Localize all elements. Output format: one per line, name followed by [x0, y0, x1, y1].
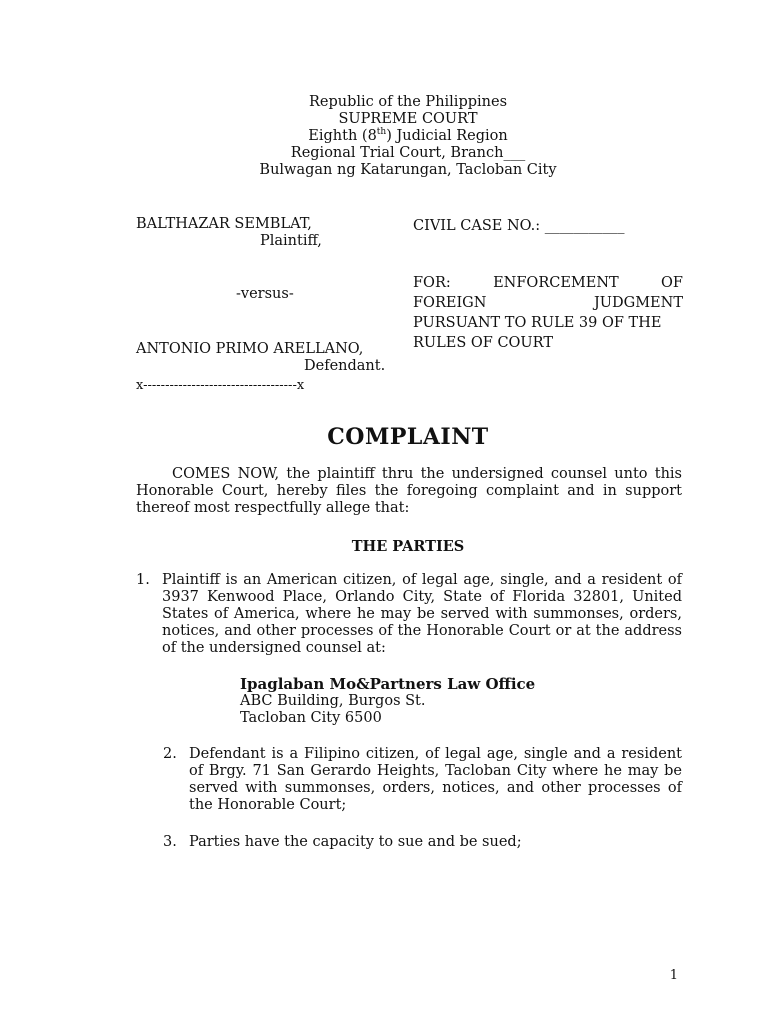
- list-item-text: Plaintiff is an American citizen, of legal age, single, and a resident of 3937 Kenwood Place, Orlando City, State of Florida 32801, United States of America, where he may be served with summonses, orders, notices, and other processes of the Honorable Court or at the address of the undersigned counsel at:: [162, 572, 682, 656]
- list-item: [136, 572, 682, 657]
- section-heading-parties: THE PARTIES: [351, 538, 465, 555]
- page-number: 1: [669, 968, 678, 983]
- list-item-text: Defendant is a Filipino citizen, of legal age, single and a resident of Brgy. 71 San Gerardo Heights, Tacloban City where he may be served with summonses, orders, notices, and other processes of the Honorable Court;: [189, 746, 682, 813]
- case-nature-line-1: FOR: ENFORCEMENT OF: [413, 275, 683, 291]
- intro-paragraph: COMES NOW, the plaintiff thru the undersigned counsel unto this Honorable Court, hereby files the foregoing complaint and in support thereof most respectfully allege that:: [136, 466, 682, 516]
- address-line-2: Tacloban City 6500: [240, 710, 382, 726]
- counsel-address: [240, 676, 535, 727]
- plaintiff-name: BALTHAZAR SEMBLAT,: [136, 216, 312, 232]
- case-caption-details: [413, 216, 683, 353]
- case-caption-parties: [136, 216, 396, 394]
- civil-case-number: CIVIL CASE NO.: ___________: [413, 218, 625, 234]
- case-nature: [413, 273, 683, 353]
- versus-label: -versus-: [236, 286, 294, 302]
- document-title: COMPLAINT: [327, 424, 489, 450]
- case-nature-line-3: PURSUANT TO RULE 39 OF THE: [413, 315, 662, 331]
- list-item-number: 3.: [163, 834, 177, 850]
- header-location: Bulwagan ng Katarungan, Tacloban City: [259, 162, 557, 178]
- list-item-text: Parties have the capacity to sue and be sued;: [189, 834, 522, 850]
- list-item-number: 1.: [136, 572, 150, 588]
- defendant-name: ANTONIO PRIMO ARELLANO,: [136, 341, 364, 357]
- caption-separator: x-----------------------------------x: [136, 378, 305, 393]
- law-firm-name: Ipaglaban Mo&Partners Law Office: [240, 675, 536, 693]
- defendant-role: Defendant.: [304, 358, 386, 374]
- case-nature-line-4: RULES OF COURT: [413, 335, 553, 351]
- court-header: [0, 94, 768, 179]
- header-republic: Republic of the Philippines: [308, 94, 508, 110]
- plaintiff-role: Plaintiff,: [260, 233, 322, 249]
- address-line-1: ABC Building, Burgos St.: [240, 693, 426, 709]
- header-regional-trial-court: Regional Trial Court, Branch___: [290, 145, 526, 161]
- header-supreme-court: SUPREME COURT: [338, 111, 478, 127]
- header-judicial-region: Eighth (8th) Judicial Region: [308, 127, 508, 144]
- list-item: [163, 746, 682, 814]
- list-item: [163, 834, 682, 851]
- list-item-number: 2.: [163, 746, 177, 762]
- case-nature-line-2: FOREIGN JUDGMENT: [413, 295, 683, 311]
